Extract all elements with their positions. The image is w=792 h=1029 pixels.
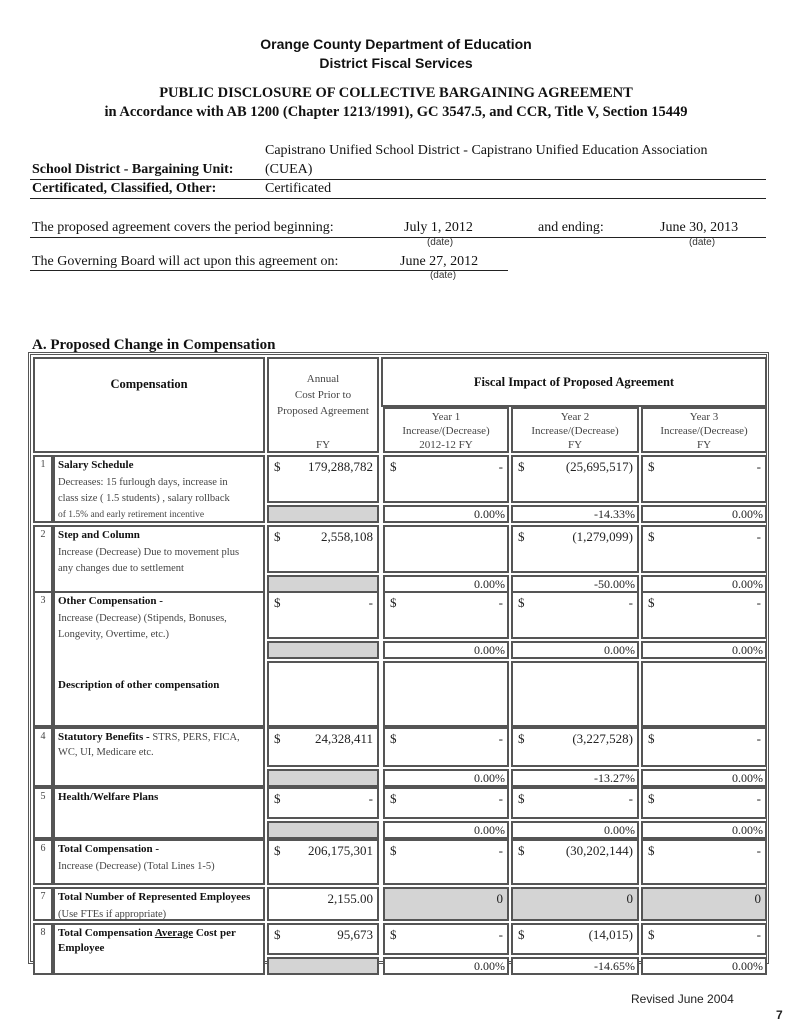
- row-number: 8: [40, 927, 46, 938]
- row-number: 7: [40, 891, 46, 902]
- dollar-sign: $: [274, 927, 281, 942]
- period-label: The proposed agreement covers the period beginning:: [32, 220, 334, 235]
- year1-impact-cell: [383, 887, 509, 921]
- year1-impact-value: -: [498, 843, 503, 858]
- row-desc-line1: Decreases: 15 furlough days, increase in: [58, 477, 228, 488]
- year2-impact-value: -: [628, 791, 633, 806]
- annual-cost-cell: [267, 455, 379, 503]
- dollar-sign: $: [274, 595, 281, 610]
- dollar-sign: $: [648, 843, 655, 858]
- header-year2-cell: [511, 407, 639, 453]
- period-end-label: and ending:: [538, 220, 604, 235]
- year2-percent-value: 0.00%: [604, 823, 635, 837]
- type-underline: [30, 198, 766, 199]
- header-year3-line2: Increase/(Decrease): [660, 425, 748, 437]
- dollar-sign: $: [648, 459, 655, 474]
- other-comp-description-annual-cell: [267, 661, 379, 727]
- header-annual-line3: Proposed Agreement: [277, 405, 369, 417]
- other-comp-description-year1-cell: [383, 661, 509, 727]
- period-underline: [30, 237, 766, 238]
- header-year2-line2: Increase/(Decrease): [531, 425, 619, 437]
- year1-impact-cell: [383, 787, 509, 819]
- row-title: Total Number of Represented Employees: [58, 891, 251, 903]
- district-underline: [30, 179, 766, 180]
- dollar-sign: $: [390, 731, 397, 746]
- year1-impact-value: 0: [496, 891, 503, 906]
- year1-percent-cell: [383, 769, 509, 787]
- year3-impact-value: -: [756, 459, 761, 474]
- other-comp-description-year3-cell: [641, 661, 767, 727]
- row-title-part: Statutory Benefits -: [58, 731, 150, 743]
- document-title: PUBLIC DISCLOSURE OF COLLECTIVE BARGAINING AGREEMENT: [159, 85, 633, 101]
- year3-percent-value: 0.00%: [732, 643, 763, 657]
- annual-cost-value: 95,673: [337, 927, 373, 942]
- annual-shaded-cell: [267, 769, 379, 787]
- annual-cost-value: 179,288,782: [308, 459, 373, 474]
- year3-impact-cell: [641, 455, 767, 503]
- annual-shaded-cell: [267, 957, 379, 975]
- year2-impact-value: (3,227,528): [572, 731, 633, 746]
- year3-percent-cell: [641, 769, 767, 787]
- year2-impact-value: (14,015): [588, 927, 633, 942]
- row-desc-line2: Longevity, Overtime, etc.): [58, 629, 169, 640]
- year3-percent-value: 0.00%: [732, 507, 763, 521]
- annual-shaded-cell: [267, 821, 379, 839]
- header-annual-cell: [267, 357, 379, 453]
- year3-percent-cell: [641, 505, 767, 523]
- row-title: Salary Schedule: [58, 459, 134, 471]
- year1-impact-cell: [383, 525, 509, 573]
- annual-cost-cell: [267, 887, 379, 921]
- year2-percent-value: -14.33%: [594, 507, 635, 521]
- header-fiscal-impact: Fiscal Impact of Proposed Agreement: [473, 375, 675, 389]
- year2-percent-value: -14.65%: [594, 959, 635, 973]
- annual-cost-cell: [267, 839, 379, 885]
- row-title: Total Compensation -: [58, 843, 160, 855]
- annual-cost-cell: [267, 525, 379, 573]
- header-annual-line4: FY: [315, 439, 331, 451]
- year3-percent-value: 0.00%: [732, 823, 763, 837]
- other-comp-description-year2-cell: [511, 661, 639, 727]
- year3-impact-value: -: [756, 927, 761, 942]
- document-subtitle: in Accordance with AB 1200 (Chapter 1213/1991), GC 3547.5, and CCR, Title V, Section 15449: [104, 104, 688, 120]
- row-title-part: Total Compensation: [58, 927, 155, 939]
- year2-impact-value: -: [628, 595, 633, 610]
- year2-impact-value: (30,202,144): [565, 843, 633, 858]
- row-number: 3: [40, 595, 46, 606]
- row-number-cell: [33, 727, 53, 787]
- dept-title: District Fiscal Services: [319, 55, 473, 71]
- row-number-cell: [33, 839, 53, 885]
- org-title: Orange County Department of Education: [260, 36, 532, 52]
- row-title-line2: Employee: [58, 942, 105, 954]
- period-end-caption: (date): [688, 237, 716, 248]
- year1-percent-value: 0.00%: [474, 577, 505, 591]
- year3-percent-value: 0.00%: [732, 959, 763, 973]
- dollar-sign: $: [274, 731, 281, 746]
- row-number-cell: [33, 455, 53, 523]
- dollar-sign: $: [518, 731, 525, 746]
- row-title-underlined: Average: [154, 927, 194, 939]
- year3-impact-value: -: [756, 731, 761, 746]
- type-label: Certificated, Classified, Other:: [32, 181, 217, 196]
- row-desc-line1: (Use FTEs if appropriate): [58, 909, 167, 920]
- row-number: 2: [40, 529, 46, 540]
- row-desc-line1: Increase (Decrease) (Total Lines 1-5): [58, 861, 215, 872]
- dollar-sign: $: [274, 791, 281, 806]
- year1-percent-value: 0.00%: [474, 507, 505, 521]
- year2-percent-cell: [511, 769, 639, 787]
- row-number-cell: [33, 525, 53, 593]
- header-fiscal-impact-cell: [381, 357, 767, 407]
- dollar-sign: $: [390, 791, 397, 806]
- year2-percent-value: 0.00%: [604, 643, 635, 657]
- header-year2-line1: Year 2: [560, 411, 590, 423]
- header-year3-line1: Year 3: [689, 411, 719, 423]
- header-year3-cell: [641, 407, 767, 453]
- row-label-cell: [53, 923, 265, 975]
- dollar-sign: $: [518, 791, 525, 806]
- dollar-sign: $: [518, 529, 525, 544]
- year1-percent-value: 0.00%: [474, 823, 505, 837]
- row-desc-inline: STRS, PERS, FICA,: [152, 732, 240, 743]
- year1-impact-cell: [383, 455, 509, 503]
- year2-impact-cell: [511, 787, 639, 819]
- year2-impact-value: 0: [626, 891, 633, 906]
- year1-percent-cell: [383, 957, 509, 975]
- row-title: Other Compensation -: [58, 595, 163, 607]
- row-title: Step and Column: [58, 529, 140, 541]
- district-label: School District - Bargaining Unit:: [32, 162, 234, 177]
- header-year2-line3: FY: [567, 439, 583, 451]
- row-title-part: Cost per: [193, 927, 236, 939]
- row-number-cell: [33, 887, 53, 921]
- row-number: 4: [40, 731, 46, 742]
- year3-percent-cell: [641, 957, 767, 975]
- year2-percent-cell: [511, 505, 639, 523]
- period-begin: July 1, 2012: [404, 220, 473, 235]
- year1-impact-cell: [383, 727, 509, 767]
- row-desc-title: Description of other compensation: [58, 679, 220, 691]
- year3-impact-value: -: [756, 791, 761, 806]
- year2-impact-cell: [511, 887, 639, 921]
- dollar-sign: $: [648, 731, 655, 746]
- year1-impact-value: -: [498, 595, 503, 610]
- year2-percent-cell: [511, 821, 639, 839]
- year3-impact-cell: [641, 591, 767, 639]
- row-number-cell: [33, 923, 53, 975]
- year1-impact-cell: [383, 839, 509, 885]
- period-begin-caption: (date): [426, 237, 454, 248]
- row-label-cell: [53, 455, 265, 523]
- year3-impact-value: 0: [754, 891, 761, 906]
- row-label-cell: [53, 839, 265, 885]
- annual-shaded-cell: [267, 641, 379, 659]
- annual-cost-cell: [267, 591, 379, 639]
- annual-cost-value: 206,175,301: [308, 843, 373, 858]
- header-year1-line2: Increase/(Decrease): [402, 425, 490, 437]
- row-title: [58, 927, 236, 939]
- year2-percent-value: -13.27%: [594, 771, 635, 785]
- year2-percent-cell: [511, 641, 639, 659]
- annual-cost-value: 2,155.00: [327, 891, 373, 906]
- year2-impact-cell: [511, 525, 639, 573]
- row-title: [58, 731, 240, 743]
- dollar-sign: $: [274, 529, 281, 544]
- board-label: The Governing Board will act upon this agreement on:: [32, 254, 339, 269]
- row-label-cell: [53, 887, 265, 921]
- row-number: 6: [40, 843, 46, 854]
- row-number: 5: [40, 791, 46, 802]
- row-desc-line1: Increase (Decrease) (Stipends, Bonuses,: [58, 613, 227, 624]
- dollar-sign: $: [648, 791, 655, 806]
- year1-percent-value: 0.00%: [474, 643, 505, 657]
- dollar-sign: $: [518, 459, 525, 474]
- board-date: June 27, 2012: [400, 254, 479, 269]
- year3-percent-cell: [641, 821, 767, 839]
- dollar-sign: $: [648, 595, 655, 610]
- dollar-sign: $: [390, 843, 397, 858]
- row-number-cell: [33, 787, 53, 839]
- year2-percent-value: -50.00%: [594, 577, 635, 591]
- year3-impact-cell: [641, 887, 767, 921]
- dollar-sign: $: [518, 843, 525, 858]
- year1-impact-value: -: [498, 791, 503, 806]
- year1-impact-cell: [383, 923, 509, 955]
- period-end: June 30, 2013: [660, 220, 739, 235]
- year2-impact-value: (1,279,099): [572, 529, 633, 544]
- year1-impact-value: -: [498, 731, 503, 746]
- annual-cost-cell: [267, 787, 379, 819]
- district-value-line2: (CUEA): [265, 162, 313, 177]
- year2-impact-cell: [511, 591, 639, 639]
- page-number: 7: [776, 1008, 783, 1022]
- year3-percent-cell: [641, 641, 767, 659]
- year3-impact-cell: [641, 923, 767, 955]
- row-number-cell: [33, 591, 53, 727]
- annual-cost-value: 24,328,411: [314, 731, 373, 746]
- header-year1-line3: 2012-12 FY: [419, 439, 473, 451]
- row-title: Health/Welfare Plans: [58, 791, 159, 803]
- year1-impact-value: -: [498, 459, 503, 474]
- year3-percent-value: 0.00%: [732, 577, 763, 591]
- year2-impact-cell: [511, 839, 639, 885]
- annual-cost-value: -: [368, 595, 373, 610]
- dollar-sign: $: [390, 927, 397, 942]
- year3-impact-cell: [641, 787, 767, 819]
- dollar-sign: $: [648, 927, 655, 942]
- section-title: A. Proposed Change in Compensation: [32, 337, 276, 353]
- row-desc-line2: any changes due to settlement: [58, 563, 184, 574]
- type-value: Certificated: [265, 181, 332, 196]
- year2-impact-cell: [511, 455, 639, 503]
- year3-percent-value: 0.00%: [732, 771, 763, 785]
- header-year1-cell: [383, 407, 509, 453]
- row-desc-line3: of 1.5% and early retirement incentive: [58, 510, 205, 520]
- dollar-sign: $: [390, 459, 397, 474]
- annual-cost-value: -: [368, 791, 373, 806]
- row-desc-line2: class size ( 1.5 students) , salary rollback: [58, 493, 230, 504]
- year3-impact-value: -: [756, 843, 761, 858]
- year1-percent-cell: [383, 641, 509, 659]
- row-desc-line2: WC, UI, Medicare etc.: [58, 747, 154, 758]
- row-label-cell: [53, 591, 265, 727]
- dollar-sign: $: [390, 595, 397, 610]
- year1-percent-cell: [383, 821, 509, 839]
- dollar-sign: $: [274, 843, 281, 858]
- dollar-sign: $: [274, 459, 281, 474]
- year3-impact-value: -: [756, 529, 761, 544]
- year1-percent-value: 0.00%: [474, 959, 505, 973]
- board-date-caption: (date): [429, 270, 457, 281]
- row-desc-line1: Increase (Decrease) Due to movement plus: [58, 547, 240, 558]
- year3-impact-value: -: [756, 595, 761, 610]
- year2-impact-cell: [511, 923, 639, 955]
- year1-percent-value: 0.00%: [474, 771, 505, 785]
- year2-impact-cell: [511, 727, 639, 767]
- row-label-cell: [53, 787, 265, 839]
- header-year3-line3: FY: [696, 439, 712, 451]
- year1-percent-cell: [383, 505, 509, 523]
- header-annual-line1: Annual: [306, 373, 340, 385]
- annual-cost-value: 2,558,108: [321, 529, 373, 544]
- header-compensation-cell: [33, 357, 265, 453]
- dollar-sign: $: [518, 927, 525, 942]
- annual-cost-cell: [267, 923, 379, 955]
- header-year1-line1: Year 1: [431, 411, 461, 423]
- year3-impact-cell: [641, 525, 767, 573]
- revised-note: Revised June 2004: [631, 992, 734, 1006]
- annual-shaded-cell: [267, 505, 379, 523]
- annual-cost-cell: [267, 727, 379, 767]
- header-annual-line2: Cost Prior to: [294, 389, 352, 401]
- dollar-sign: $: [518, 595, 525, 610]
- year1-impact-value: -: [498, 927, 503, 942]
- row-number: 1: [40, 459, 46, 470]
- district-value-line1: Capistrano Unified School District - Capistrano Unified Education Association: [265, 143, 708, 158]
- row-label-cell: [53, 525, 265, 593]
- year3-impact-cell: [641, 839, 767, 885]
- year1-impact-cell: [383, 591, 509, 639]
- row-label-cell: [53, 727, 265, 787]
- year2-impact-value: (25,695,517): [565, 459, 633, 474]
- dollar-sign: $: [648, 529, 655, 544]
- year3-impact-cell: [641, 727, 767, 767]
- compensation-table: [28, 352, 769, 973]
- header-compensation: Compensation: [110, 377, 188, 391]
- year2-percent-cell: [511, 957, 639, 975]
